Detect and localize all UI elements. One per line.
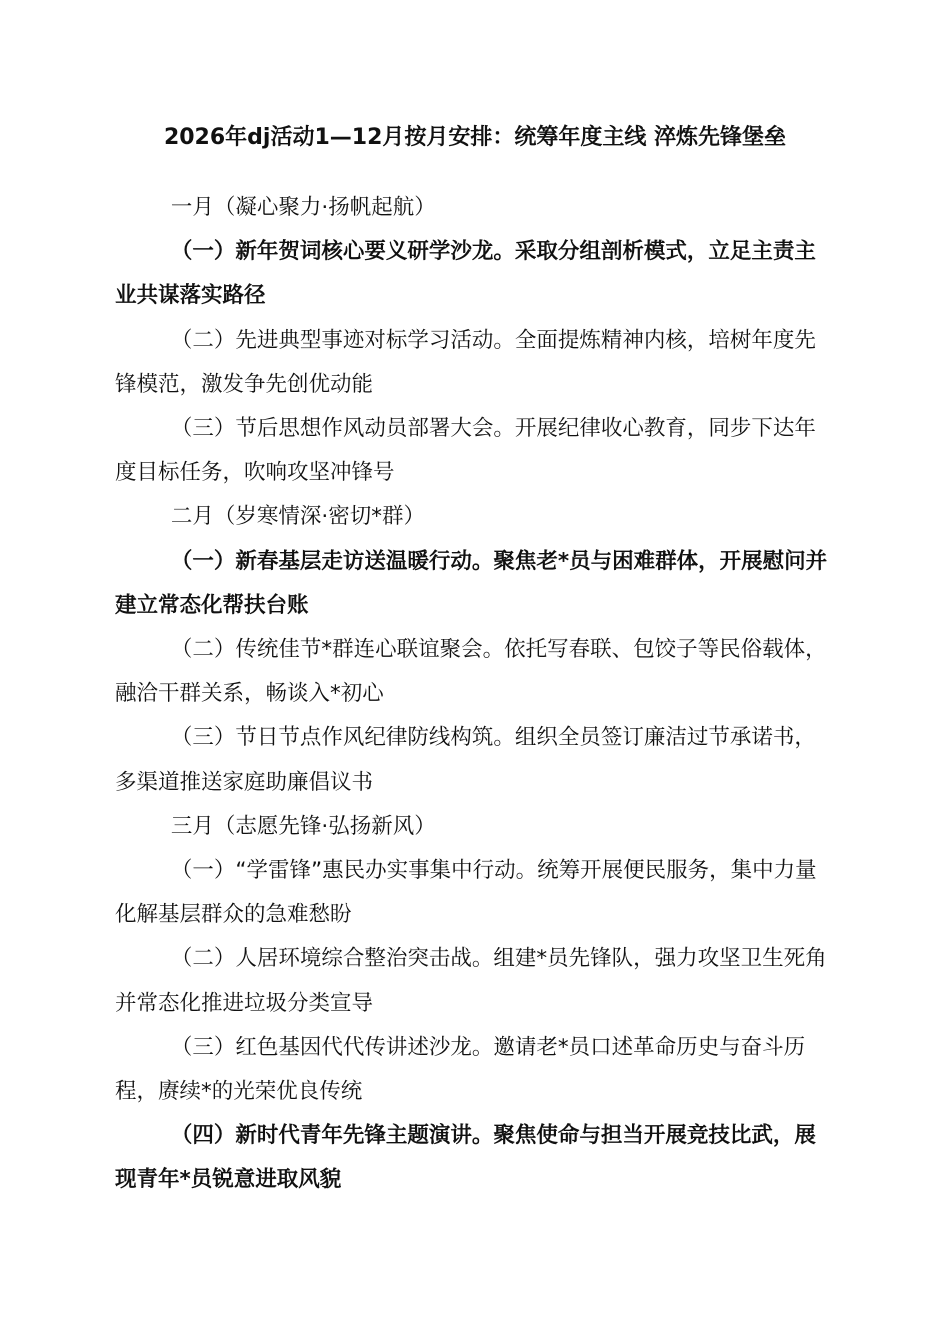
list-item: （四）新时代青年先锋主题演讲。聚焦使命与担当开展竞技比武，展现青年*员锐意进取风貌 [115, 1123, 816, 1193]
document-title: 2026年dj活动1—12月按月安排：统筹年度主线 淬炼先锋堡垒 [163, 125, 787, 150]
list-item: （三）红色基因代代传讲述沙龙。邀请老*员口述革命历史与奋斗历程，赓续*的光荣优良传统 [115, 1034, 806, 1105]
list-item: （三）节后思想作风动员部署大会。开展纪律收心教育，同步下达年度目标任务，吹响攻坚冲锋号 [115, 416, 816, 486]
list-item: （一）新春基层走访送温暖行动。聚焦老*员与困难群体，开展慰问并建立常态化帮扶台账 [115, 548, 828, 618]
list-item: （一）新年贺词核心要义研学沙龙。采取分组剖析模式，立足主责主业共谋落实路径 [115, 239, 816, 309]
list-item: （二）人居环境综合整治突击战。组建*员先锋队，强力攻坚卫生死角并常态化推进垃圾分类宣导 [115, 946, 827, 1016]
list-item: （二）传统佳节*群连心联谊聚会。依托写春联、包饺子等民俗载体，融洽干群关系，畅谈入*初心 [115, 637, 827, 707]
list-item: （三）节日节点作风纪律防线构筑。组织全员签订廉洁过节承诺书，多渠道推送家庭助廉倡议书 [115, 725, 816, 795]
month-heading: 二月（岁寒情深·密切*群） [170, 504, 425, 530]
list-item: （二）先进典型事迹对标学习活动。全面提炼精神内核，培树年度先锋模范，激发争先创优动能 [115, 327, 816, 397]
document-body [115, 186, 835, 1203]
month-heading: 三月（志愿先锋·弘扬新风） [170, 813, 436, 839]
list-item: （一）“学雷锋”惠民办实事集中行动。统筹开展便民服务，集中力量化解基层群众的急难愁盼 [115, 858, 817, 928]
month-heading: 一月（凝心聚力·扬帆起航） [170, 195, 436, 220]
